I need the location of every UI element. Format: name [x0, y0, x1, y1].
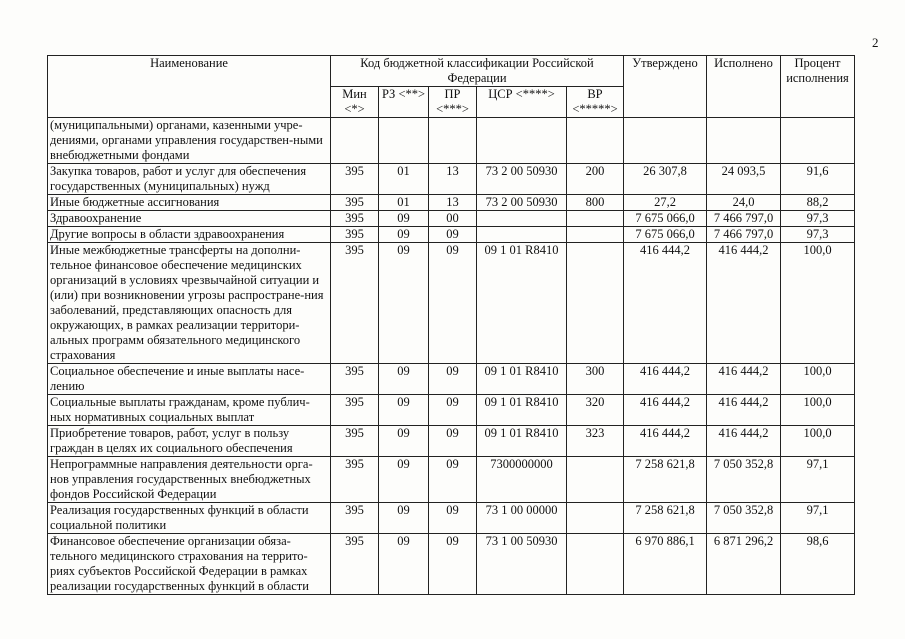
cell-rz	[379, 118, 429, 164]
cell-vr	[567, 457, 624, 503]
cell-vr	[567, 243, 624, 364]
cell-vr: 323	[567, 426, 624, 457]
cell-approved: 6 970 886,1	[624, 534, 707, 595]
cell-pr: 09	[429, 534, 477, 595]
cell-approved: 416 444,2	[624, 243, 707, 364]
cell-rz: 09	[379, 395, 429, 426]
cell-vr	[567, 118, 624, 164]
header-percent: Процент исполнения	[781, 56, 855, 118]
header-min: Мин <*>	[331, 87, 379, 118]
cell-approved: 416 444,2	[624, 426, 707, 457]
cell-executed: 7 466 797,0	[707, 227, 781, 243]
cell-csr: 09 1 01 R8410	[477, 426, 567, 457]
cell-percent: 97,1	[781, 503, 855, 534]
cell-csr: 73 1 00 00000	[477, 503, 567, 534]
cell-percent: 100,0	[781, 426, 855, 457]
cell-executed: 416 444,2	[707, 426, 781, 457]
cell-name: Реализация государственных функций в области социальной политики	[48, 503, 331, 534]
header-csr: ЦСР <****>	[477, 87, 567, 118]
table-header	[48, 56, 855, 118]
cell-vr	[567, 503, 624, 534]
cell-executed: 24,0	[707, 195, 781, 211]
cell-approved: 26 307,8	[624, 164, 707, 195]
cell-csr: 7300000000	[477, 457, 567, 503]
cell-executed: 24 093,5	[707, 164, 781, 195]
cell-percent: 97,1	[781, 457, 855, 503]
cell-csr: 73 1 00 50930	[477, 534, 567, 595]
cell-approved: 7 675 066,0	[624, 227, 707, 243]
cell-rz: 09	[379, 211, 429, 227]
cell-executed: 7 050 352,8	[707, 457, 781, 503]
cell-vr	[567, 227, 624, 243]
cell-approved: 416 444,2	[624, 364, 707, 395]
cell-percent: 88,2	[781, 195, 855, 211]
header-rz: РЗ <**>	[379, 87, 429, 118]
cell-min: 395	[331, 457, 379, 503]
cell-pr: 09	[429, 426, 477, 457]
cell-min: 395	[331, 534, 379, 595]
cell-name: (муниципальными) органами, казенными учре-дениями, органами управления государствен-ными внебюджетными фондами	[48, 118, 331, 164]
cell-vr: 320	[567, 395, 624, 426]
cell-approved: 27,2	[624, 195, 707, 211]
cell-rz: 09	[379, 457, 429, 503]
cell-approved	[624, 118, 707, 164]
page-number: 2	[872, 35, 879, 50]
table-row	[48, 211, 855, 227]
cell-rz: 01	[379, 164, 429, 195]
cell-pr: 00	[429, 211, 477, 227]
cell-name: Здравоохранение	[48, 211, 331, 227]
cell-approved: 7 258 621,8	[624, 457, 707, 503]
cell-csr: 73 2 00 50930	[477, 164, 567, 195]
table-row	[48, 534, 855, 595]
cell-executed: 7 050 352,8	[707, 503, 781, 534]
cell-rz: 09	[379, 364, 429, 395]
cell-vr: 800	[567, 195, 624, 211]
table-row	[48, 457, 855, 503]
cell-name: Непрограммные направления деятельности орга-нов управления государственных внебюджетных фондов Российской Федерации	[48, 457, 331, 503]
cell-name: Закупка товаров, работ и услуг для обеспечения государственных (муниципальных) нужд	[48, 164, 331, 195]
cell-csr: 73 2 00 50930	[477, 195, 567, 211]
header-vr: ВР <*****>	[567, 87, 624, 118]
cell-executed: 7 466 797,0	[707, 211, 781, 227]
header-approved: Утверждено	[624, 56, 707, 118]
cell-pr: 09	[429, 364, 477, 395]
cell-percent: 97,3	[781, 211, 855, 227]
cell-min: 395	[331, 364, 379, 395]
cell-percent: 100,0	[781, 243, 855, 364]
table-row	[48, 227, 855, 243]
table-row	[48, 195, 855, 211]
cell-min: 395	[331, 426, 379, 457]
cell-percent: 98,6	[781, 534, 855, 595]
cell-rz: 09	[379, 503, 429, 534]
table-row	[48, 395, 855, 426]
cell-vr: 300	[567, 364, 624, 395]
cell-percent: 97,3	[781, 227, 855, 243]
cell-name: Другие вопросы в области здравоохранения	[48, 227, 331, 243]
header-pr: ПР <***>	[429, 87, 477, 118]
cell-name: Социальные выплаты гражданам, кроме публич-ных нормативных социальных выплат	[48, 395, 331, 426]
cell-percent: 91,6	[781, 164, 855, 195]
cell-rz: 09	[379, 227, 429, 243]
cell-percent	[781, 118, 855, 164]
cell-min: 395	[331, 195, 379, 211]
cell-name: Иные межбюджетные трансферты на дополни-тельное финансовое обеспечение медицинских организаций в условиях чрезвычайной ситуации и (или) при возникновении угрозы распростране-ния заболеваний, представляющих опасность для окружающих, в рамках реализации территори-альных программ обязательного медицинского страхования	[48, 243, 331, 364]
table-row	[48, 243, 855, 364]
cell-min: 395	[331, 227, 379, 243]
cell-csr: 09 1 01 R8410	[477, 364, 567, 395]
cell-csr	[477, 227, 567, 243]
cell-name: Финансовое обеспечение организации обяза-тельного медицинского страхования на террито-риях субъектов Российской Федерации в рамках реализации государственных функций в области	[48, 534, 331, 595]
cell-name: Социальное обеспечение и иные выплаты насе-лению	[48, 364, 331, 395]
table-row	[48, 364, 855, 395]
cell-approved: 416 444,2	[624, 395, 707, 426]
cell-pr	[429, 118, 477, 164]
cell-min: 395	[331, 395, 379, 426]
table-row	[48, 503, 855, 534]
cell-approved: 7 675 066,0	[624, 211, 707, 227]
cell-pr: 09	[429, 395, 477, 426]
table-row	[48, 426, 855, 457]
cell-min: 395	[331, 503, 379, 534]
cell-executed: 6 871 296,2	[707, 534, 781, 595]
cell-min: 395	[331, 164, 379, 195]
cell-pr: 09	[429, 457, 477, 503]
cell-executed: 416 444,2	[707, 364, 781, 395]
budget-table	[47, 55, 855, 595]
table-row	[48, 164, 855, 195]
cell-executed: 416 444,2	[707, 243, 781, 364]
cell-pr: 09	[429, 243, 477, 364]
cell-min: 395	[331, 211, 379, 227]
cell-csr: 09 1 01 R8410	[477, 395, 567, 426]
cell-csr	[477, 211, 567, 227]
cell-percent: 100,0	[781, 395, 855, 426]
cell-approved: 7 258 621,8	[624, 503, 707, 534]
cell-percent: 100,0	[781, 364, 855, 395]
cell-min: 395	[331, 243, 379, 364]
header-name: Наименование	[48, 56, 331, 118]
cell-csr: 09 1 01 R8410	[477, 243, 567, 364]
cell-min	[331, 118, 379, 164]
cell-vr	[567, 211, 624, 227]
table-body	[48, 118, 855, 595]
cell-csr	[477, 118, 567, 164]
cell-executed: 416 444,2	[707, 395, 781, 426]
cell-vr: 200	[567, 164, 624, 195]
cell-name: Приобретение товаров, работ, услуг в пользу граждан в целях их социального обеспечения	[48, 426, 331, 457]
cell-pr: 13	[429, 195, 477, 211]
cell-pr: 09	[429, 503, 477, 534]
cell-rz: 01	[379, 195, 429, 211]
cell-rz: 09	[379, 243, 429, 364]
cell-pr: 09	[429, 227, 477, 243]
table-row	[48, 118, 855, 164]
cell-executed	[707, 118, 781, 164]
cell-name: Иные бюджетные ассигнования	[48, 195, 331, 211]
cell-rz: 09	[379, 534, 429, 595]
cell-rz: 09	[379, 426, 429, 457]
header-code-group: Код бюджетной классификации Российской Федерации	[331, 56, 624, 87]
header-executed: Исполнено	[707, 56, 781, 118]
cell-vr	[567, 534, 624, 595]
cell-pr: 13	[429, 164, 477, 195]
